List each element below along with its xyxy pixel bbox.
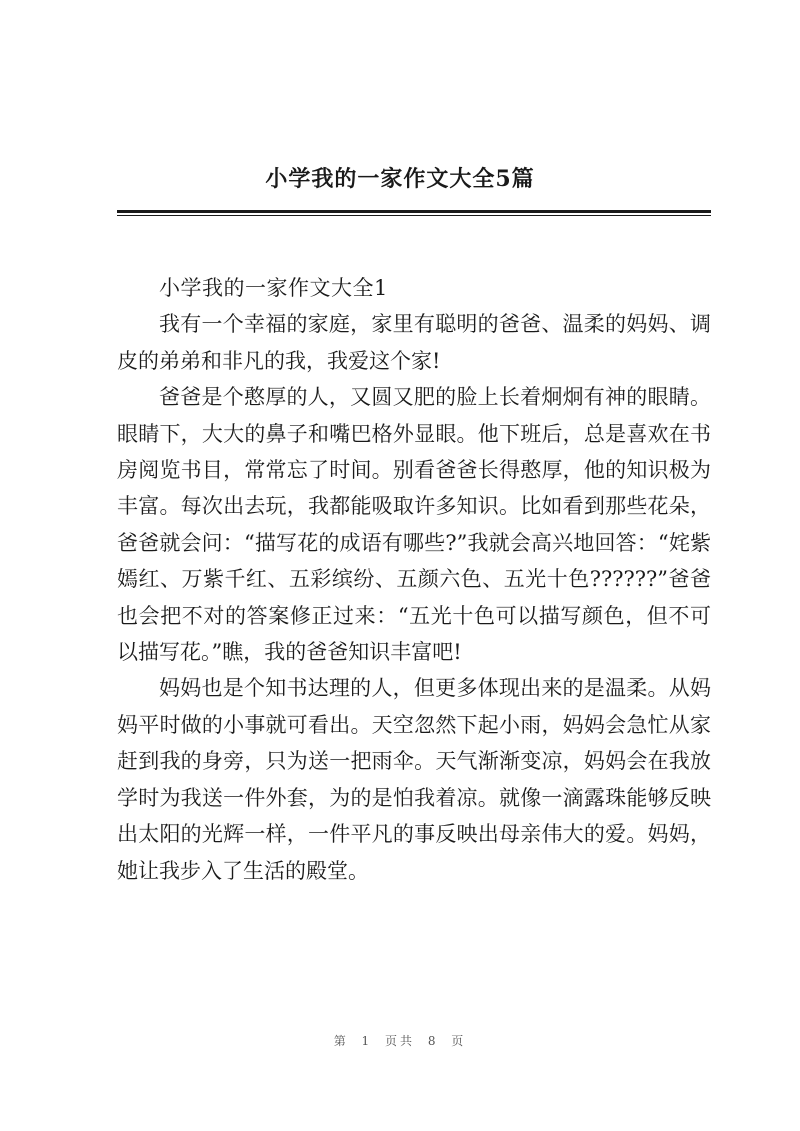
document-title: 小学我的一家作文大全5篇 xyxy=(265,166,535,192)
page-footer: 第 1 页共 8 页 xyxy=(333,1034,467,1048)
title-divider-thick xyxy=(117,210,711,213)
section-heading: 小学我的一家作文大全1 xyxy=(159,276,388,300)
document-body xyxy=(117,270,711,889)
paragraph-family-intro: 我有一个幸福的家庭，家里有聪明的爸爸、温柔的妈妈、调皮的弟弟和非凡的我，我爱这个家! xyxy=(117,312,711,373)
title-divider-thin xyxy=(117,215,711,216)
paragraph-father: 爸爸是个憨厚的人，又圆又肥的脸上长着炯炯有神的眼睛。眼睛下，大大的鼻子和嘴巴格外显眼。他下班后，总是喜欢在书房阅览书目，常常忘了时间。别看爸爸长得憨厚，他的知识极为丰富。每次出去玩，我都能吸取许多知识。比如看到那些花朵，爸爸就会问：“描写花的成语有哪些?”我就会高兴地回答：“姹紫嫣红、万紫千红、五彩缤纷、五颜六色、五光十色??????”爸爸也会把不对的答案修正过来：“五光十色可以描写颜色，但不可以描写花。”瞧，我的爸爸知识丰富吧! xyxy=(117,385,711,665)
paragraph-mother: 妈妈也是个知书达理的人，但更多体现出来的是温柔。从妈妈平时做的小事就可看出。天空忽然下起小雨，妈妈会急忙从家赶到我的身旁，只为送一把雨伞。天气渐渐变凉，妈妈会在我放学时为我送一件外套，为的是怕我着凉。就像一滴露珠能够反映出太阳的光辉一样，一件平凡的事反映出母亲伟大的爱。妈妈，她让我步入了生活的殿堂。 xyxy=(117,676,711,883)
